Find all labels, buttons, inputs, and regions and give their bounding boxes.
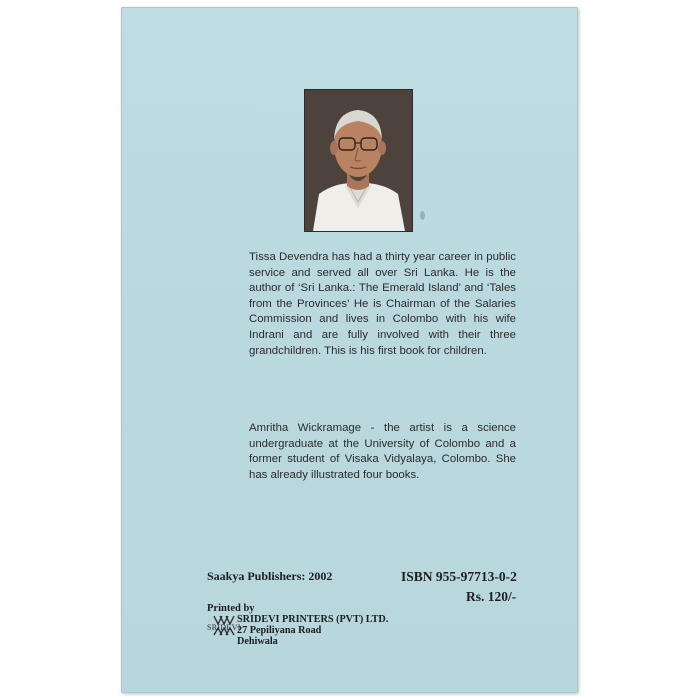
author-portrait-icon — [305, 90, 412, 231]
printer-address-line1: 27 Pepiliyana Road — [237, 625, 322, 636]
cover-blemish — [420, 211, 425, 220]
printer-name: SRIDEVI PRINTERS (PVT) LTD. — [237, 614, 389, 625]
book-back-cover — [121, 7, 578, 693]
printer-brand-mark: SRIDEVI — [207, 623, 241, 632]
author-bio: Tissa Devendra has had a thirty year career in public service and served all over Sri Lanka. He is the author of ‘Sri Lanka.: The Emerald Island’ and ‘Tales from the Provinces’ He is Chairman of the Salaries Commission and lives in Colombo with his wife Indrani and are fully involved with their three grandchildren. This is his first book for children. — [249, 251, 516, 357]
printer-address-line2: Dehiwala — [237, 636, 278, 647]
printed-by-label: Printed by — [207, 603, 255, 614]
publisher-line: Saakya Publishers: 2002 — [207, 569, 333, 583]
isbn-number: ISBN 955-97713-0-2 — [401, 569, 517, 584]
price-label: Rs. 120/- — [466, 589, 517, 604]
author-portrait — [304, 89, 413, 232]
artist-bio: Amritha Wickramage - the artist is a science undergraduate at the University of Colombo and a former student of Visaka Vidyalaya, Colombo. She has already illustrated four books. — [249, 422, 516, 481]
